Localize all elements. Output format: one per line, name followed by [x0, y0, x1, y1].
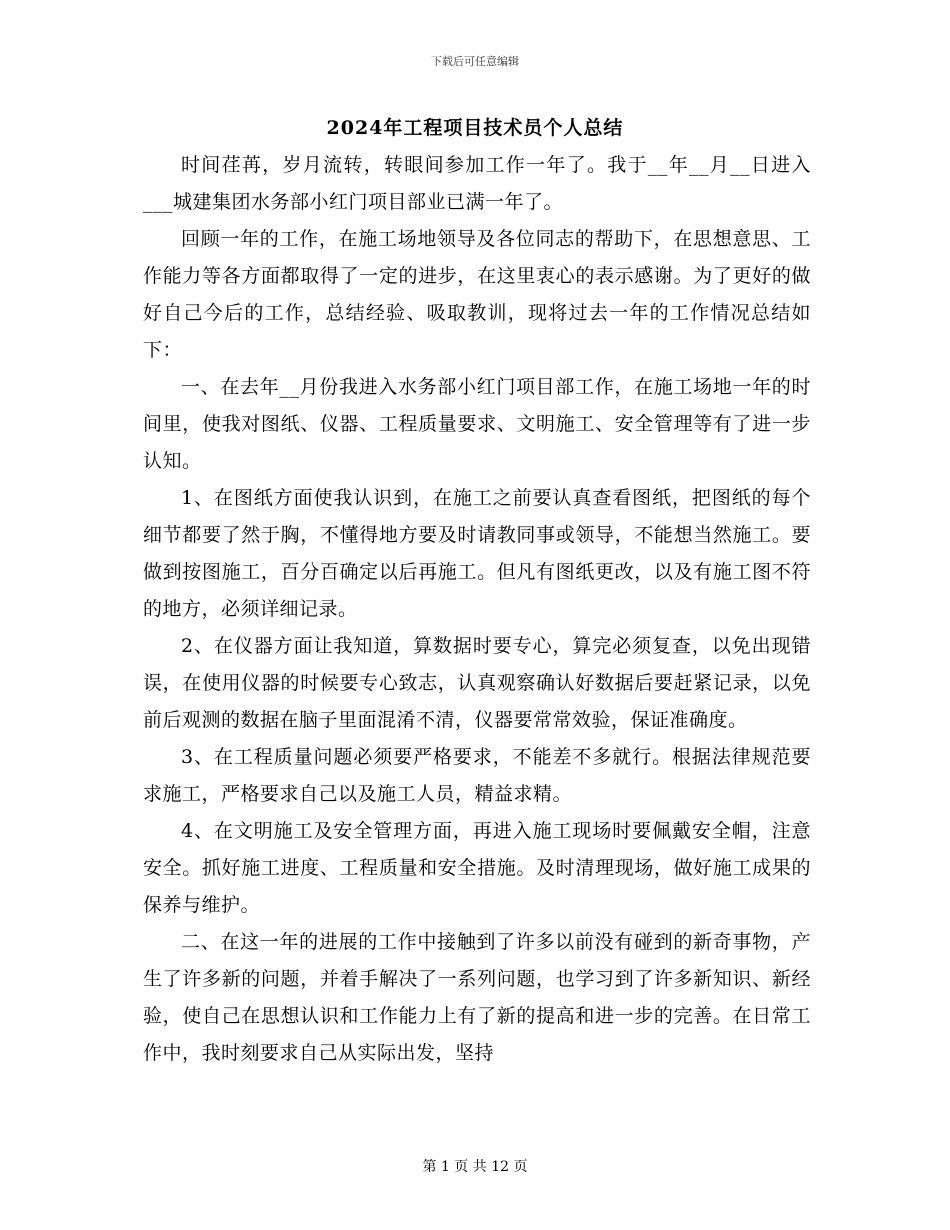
paragraph: 4、在文明施工及安全管理方面，再进入施工现场时要佩戴安全帽，注意安全。抓好施工进度、工程质量和安全措施。及时清理现场，做好施工成果的保养与维护。 — [143, 820, 811, 916]
paragraph: 回顾一年的工作，在施工场地领导及各位同志的帮助下，在思想意思、工作能力等各方面都取得了一定的进步，在这里衷心的表示感谢。为了更好的做好自己今后的工作，总结经验、吸取教训，现将过去一年的工作情况总结如下： — [143, 228, 811, 361]
paragraph: 一、在去年__月份我进入水务部小红门项目部工作，在施工场地一年的时间里，使我对图纸、仪器、工程质量要求、文明施工、安全管理等有了进一步认知。 — [143, 376, 811, 472]
paragraph: 二、在这一年的进展的工作中接触到了许多以前没有碰到的新奇事物，产生了许多新的问题，并着手解决了一系列问题，也学习到了许多新知识、新经验，使自己在思想认识和工作能力上有了新的提高和进一步的完善。在日常工作中，我时刻要求自己从实际出发，坚持 — [143, 931, 811, 1064]
paragraph: 3、在工程质量问题必须要严格要求，不能差不多就行。根据法律规范要求施工，严格要求自己以及施工人员，精益求精。 — [143, 746, 811, 805]
page-number: 第 1 页 共 12 页 — [422, 1159, 528, 1175]
paragraph: 时间荏苒，岁月流转，转眼间参加工作一年了。我于__年__月__日进入___城建集团水务部小红门项目部业已满一年了。 — [143, 154, 811, 213]
paragraph: 2、在仪器方面让我知道，算数据时要专心，算完必须复查，以免出现错误，在使用仪器的时候要专心致志，认真观察确认好数据后要赶紧记录，以免前后观测的数据在脑子里面混淆不清，仪器要常常效验，保证准确度。 — [143, 635, 811, 731]
paragraph: 1、在图纸方面使我认识到，在施工之前要认真查看图纸，把图纸的每个细节都要了然于胸，不懂得地方要及时请教同事或领导，不能想当然施工。要做到按图施工，百分百确定以后再施工。但凡有图纸更改，以及有施工图不符的地方，必须详细记录。 — [143, 487, 811, 620]
document-body — [143, 147, 811, 1072]
document-title: 2024年工程项目技术员个人总结 — [326, 117, 624, 139]
header-note: 下载后可任意编辑 — [431, 55, 519, 68]
